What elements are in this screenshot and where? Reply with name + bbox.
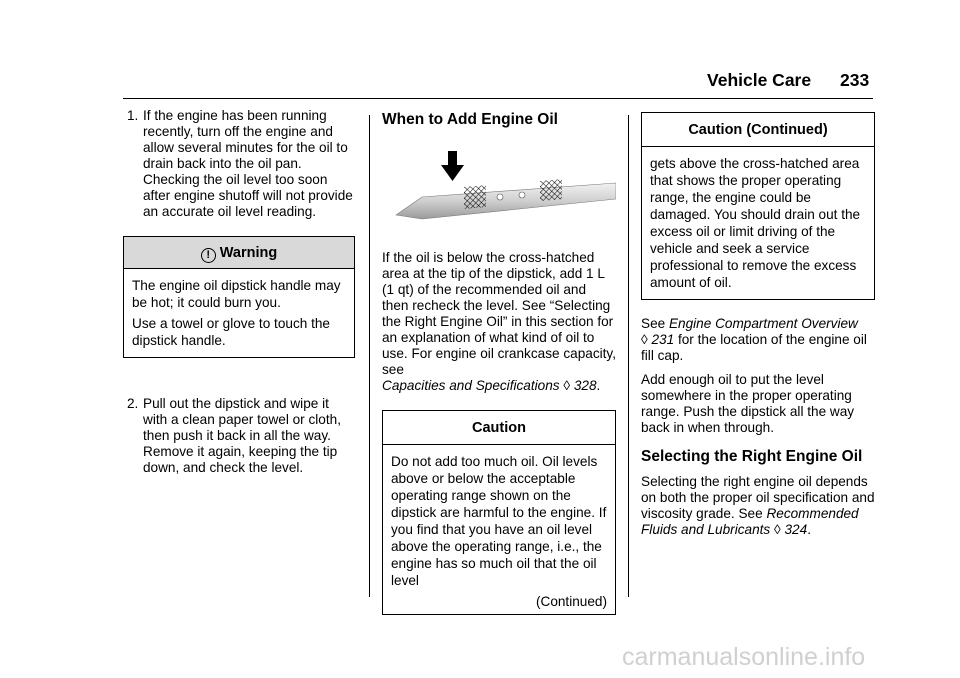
- warning-header: [124, 237, 354, 269]
- caution-text: Do not add too much oil. Oil levels above or below the acceptable operating range shown on the dipstick are harmful to the engine. If you find that you have an oil level above the operating range, i.e., the engine has so much oil that the oil level: [391, 454, 607, 588]
- section-title: Vehicle Care: [707, 70, 812, 90]
- column-divider: [628, 115, 629, 597]
- page-ref-icon: ◊: [563, 378, 571, 393]
- column-3: [641, 108, 875, 538]
- page-header: [0, 70, 960, 100]
- warning-paragraph: Use a towel or glove to touch the dipstick handle.: [132, 316, 330, 348]
- fill-cap-paragraph: See Engine Compartment Overview ◊ 231 for the location of the engine oil fill cap.: [641, 316, 867, 363]
- caution-continued-body: gets above the cross-hatched area that shows the proper operating range, the engine could be damaged. You should drain out the excess oil or limit driving of the vehicle and seek a service professional to remove the excess amount of oil.: [650, 156, 861, 290]
- step-text: If the engine has been running recently, turn off the engine and allow several minutes for the oil to drain back into the oil pan. Checking the oil level too soon after engine shutoff will not provide an accurate oil level reading.: [143, 108, 353, 219]
- warning-paragraph: The engine oil dipstick handle may be hot; it could burn you.: [132, 278, 341, 310]
- warning-box: [123, 236, 355, 358]
- warning-body: [124, 269, 354, 357]
- page-ref-icon: ◊: [641, 332, 648, 347]
- caution-continued-header: Caution (Continued): [642, 113, 874, 147]
- watermark: carmanualsonline.info: [622, 643, 866, 671]
- step-number: 1.: [127, 108, 139, 123]
- section-heading: Selecting the Right Engine Oil: [641, 448, 863, 465]
- continued-label: (Continued): [535, 594, 607, 609]
- column-2: [382, 108, 616, 615]
- add-oil-level-paragraph: Add enough oil to put the level somewhere in the proper operating range. Push the dipstick all the way back in when through.: [641, 372, 855, 435]
- dipstick-illustration: [382, 143, 616, 239]
- section-heading: When to Add Engine Oil: [382, 111, 558, 128]
- step-2: [127, 396, 355, 476]
- column-divider: [369, 115, 370, 597]
- add-oil-paragraph: If the oil is below the cross-hatched area at the tip of the dipstick, add 1 L (1 qt) of the recommended oil and then recheck the level. See “Selecting the Right Engine Oil” in this section for an explanation of what kind of oil to use. For engine oil crankcase capacity, see Capacities and Specifications ◊ 328.: [382, 250, 616, 393]
- cross-reference: Recommended Fluids and Lubricants: [641, 506, 859, 537]
- cross-hatched-area: [464, 185, 486, 209]
- column-1: [127, 108, 355, 476]
- select-oil-paragraph: Selecting the right engine oil depends on both the proper oil specification and viscosity grade. See Recommended Fluids and Lubricants ◊ 324.: [641, 474, 875, 537]
- down-arrow-icon: [441, 151, 464, 181]
- page-number: 233: [840, 70, 870, 90]
- page-reference: 328: [573, 378, 597, 393]
- page-reference: 231: [651, 332, 675, 347]
- step-text: Pull out the dipstick and wipe it with a clean paper towel or cloth, then push it back in all the way. Remove it again, keeping the tip down, and check the level.: [143, 396, 341, 475]
- caution-box: [382, 410, 616, 615]
- page-ref-icon: ◊: [774, 522, 781, 537]
- warning-title: Warning: [219, 245, 278, 261]
- step-1: [127, 108, 355, 220]
- warning-icon: !: [201, 248, 216, 263]
- caution-header: Caution: [383, 411, 615, 445]
- caution-body: [383, 445, 615, 614]
- caution-continued-box: [641, 112, 875, 300]
- header-rule: [123, 98, 873, 99]
- step-number: 2.: [127, 396, 139, 411]
- cross-reference: Capacities and Specifications: [382, 378, 560, 393]
- cross-hatched-area: [540, 179, 562, 201]
- page-reference: 324: [784, 522, 808, 537]
- cross-reference: Engine Compartment Overview: [668, 316, 858, 331]
